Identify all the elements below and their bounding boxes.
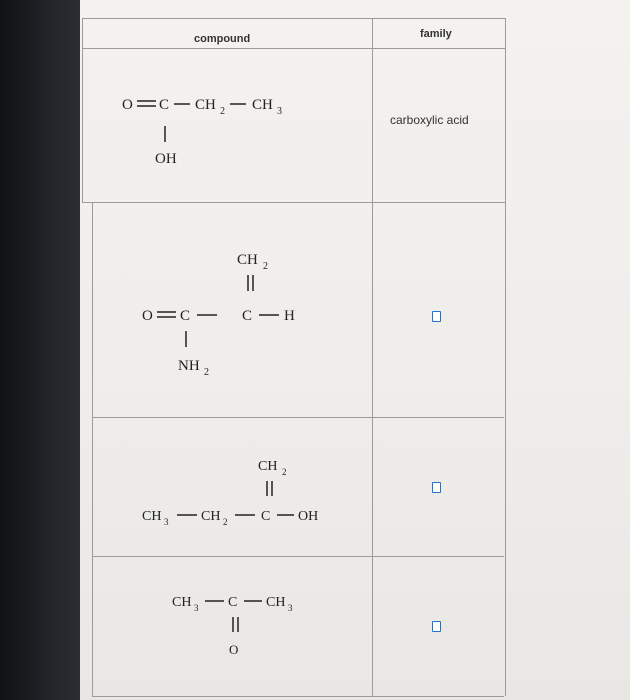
subscript-2: 2	[204, 367, 209, 376]
header-family: family	[420, 28, 452, 40]
subscript-3: 3	[194, 603, 199, 613]
group-ch2: CH	[195, 97, 216, 113]
group-oh: OH	[155, 151, 177, 167]
atom-o: O	[229, 642, 239, 657]
dark-background-strip	[0, 0, 80, 700]
group-oh: OH	[298, 509, 319, 524]
answer-input-box-row2[interactable]	[432, 311, 441, 322]
row-divider	[92, 417, 504, 418]
group-ch3: CH	[142, 509, 162, 524]
subscript-2: 2	[220, 106, 225, 117]
atom-c: C	[242, 308, 253, 324]
column-divider	[372, 18, 373, 696]
atom-o: O	[142, 308, 153, 324]
atom-c: C	[180, 308, 191, 324]
compound-structure-row3	[142, 456, 342, 536]
header-divider	[82, 48, 506, 49]
compound-structure-row1	[122, 86, 352, 176]
header-compound: compound	[194, 33, 251, 45]
subscript-2: 2	[282, 467, 287, 477]
subscript-2: 2	[223, 517, 228, 527]
subscript-3: 3	[277, 106, 282, 117]
group-ch3: CH	[172, 595, 192, 610]
table-border-top	[82, 18, 506, 19]
subscript-2: 2	[263, 261, 268, 272]
subscript-3: 3	[288, 603, 293, 613]
group-ch3: CH	[266, 595, 286, 610]
atom-c: C	[261, 509, 271, 524]
atom-c: C	[228, 595, 238, 610]
row-divider	[82, 202, 506, 203]
table-border-bottom	[92, 696, 504, 697]
subscript-3: 3	[164, 517, 169, 527]
group-ch2: CH	[237, 252, 258, 268]
atom-h: H	[284, 308, 295, 324]
table-border-left	[92, 202, 93, 696]
group-ch2: CH	[258, 459, 278, 474]
row-divider	[92, 556, 504, 557]
group-ch2: CH	[201, 509, 221, 524]
compound-structure-row4	[172, 586, 332, 666]
group-nh2: NH	[178, 358, 200, 374]
compound-family-table	[82, 18, 506, 698]
table-border-left	[82, 18, 83, 202]
group-ch3: CH	[252, 97, 273, 113]
atom-c: C	[159, 97, 170, 113]
compound-structure-row2	[142, 246, 342, 376]
answer-input-box-row4[interactable]	[432, 621, 441, 632]
atom-o: O	[122, 97, 133, 113]
table-border-right	[505, 18, 506, 696]
family-answer-row1: carboxylic acid	[390, 113, 469, 127]
answer-input-box-row3[interactable]	[432, 482, 441, 493]
